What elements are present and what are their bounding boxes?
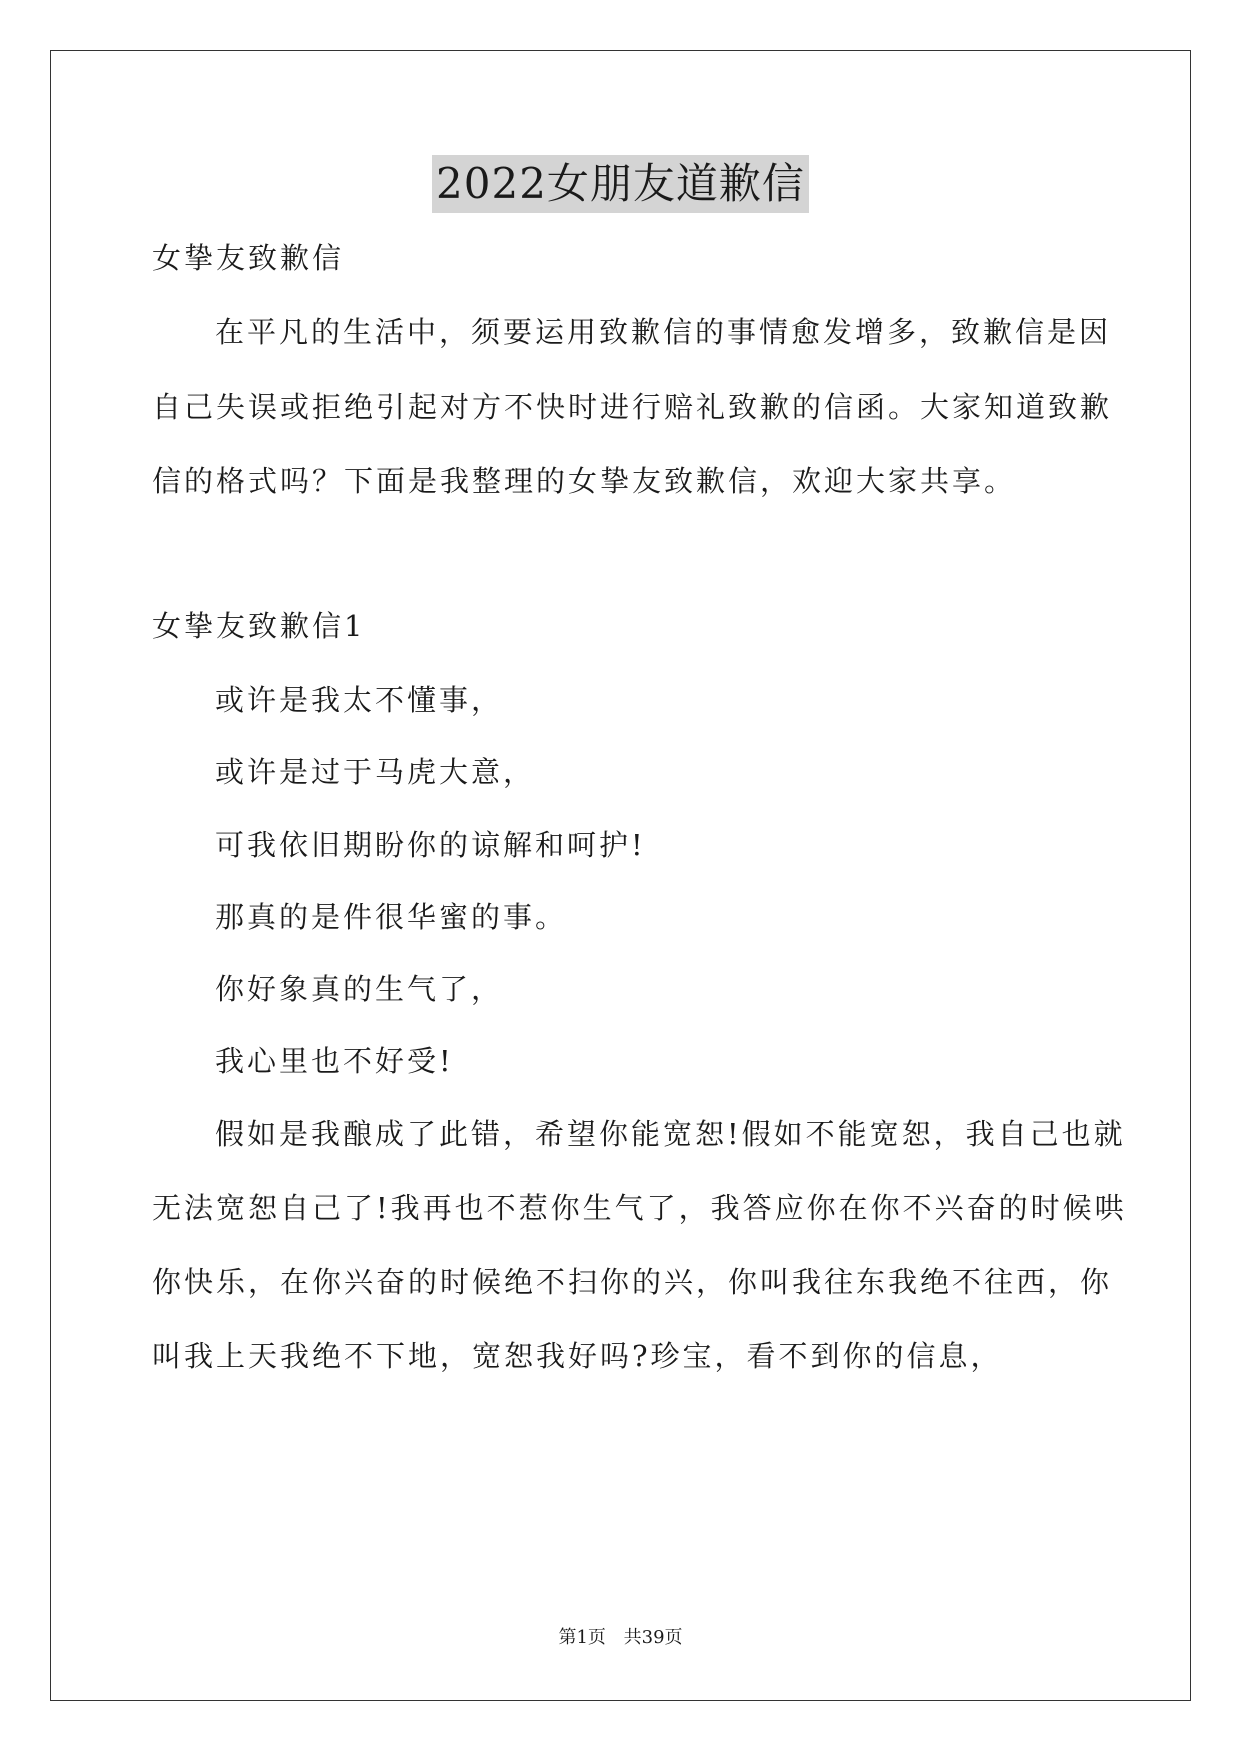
paragraph-line: 那真的是件很华蜜的事。 [215,900,568,934]
paragraph-line: 叫我上天我绝不下地，宽恕我好吗?珍宝，看不到你的信息， [152,1339,1003,1373]
paragraph-line: 你好象真的生气了， [215,972,504,1006]
paragraph-line: 或许是我太不懂事， [215,683,504,717]
paragraph-line: 在平凡的生活中，须要运用致歉信的事情愈发增多，致歉信是因 [215,315,1112,349]
subtitle-line: 女挚友致歉信 [152,241,345,275]
paragraph-line: 可我依旧期盼你的谅解和呵护! [215,828,646,862]
document-title: 2022女朋友道歉信 [432,155,809,213]
page-footer [0,1626,1241,1650]
paragraph-line: 无法宽恕自己了!我再也不惹你生气了，我答应你在你不兴奋的时候哄 [152,1191,1127,1225]
paragraph-line: 我心里也不好受! [215,1044,454,1078]
section-heading: 女挚友致歉信1 [152,609,366,643]
paragraph-line: 自己失误或拒绝引起对方不快时进行赔礼致歉的信函。大家知道致歉 [152,390,1113,424]
title-container [0,155,1241,213]
paragraph-line: 你快乐，在你兴奋的时候绝不扫你的兴，你叫我往东我绝不往西，你 [152,1265,1113,1299]
paragraph-line: 假如是我酿成了此错，希望你能宽恕!假如不能宽恕，我自己也就 [215,1117,1126,1151]
paragraph-line: 信的格式吗？下面是我整理的女挚友致歉信，欢迎大家共享。 [152,464,1017,498]
page-number: 第1页 [558,1627,606,1648]
page-border [50,50,1191,1701]
paragraph-line: 或许是过于马虎大意， [215,755,536,789]
page-total: 共39页 [623,1627,683,1648]
